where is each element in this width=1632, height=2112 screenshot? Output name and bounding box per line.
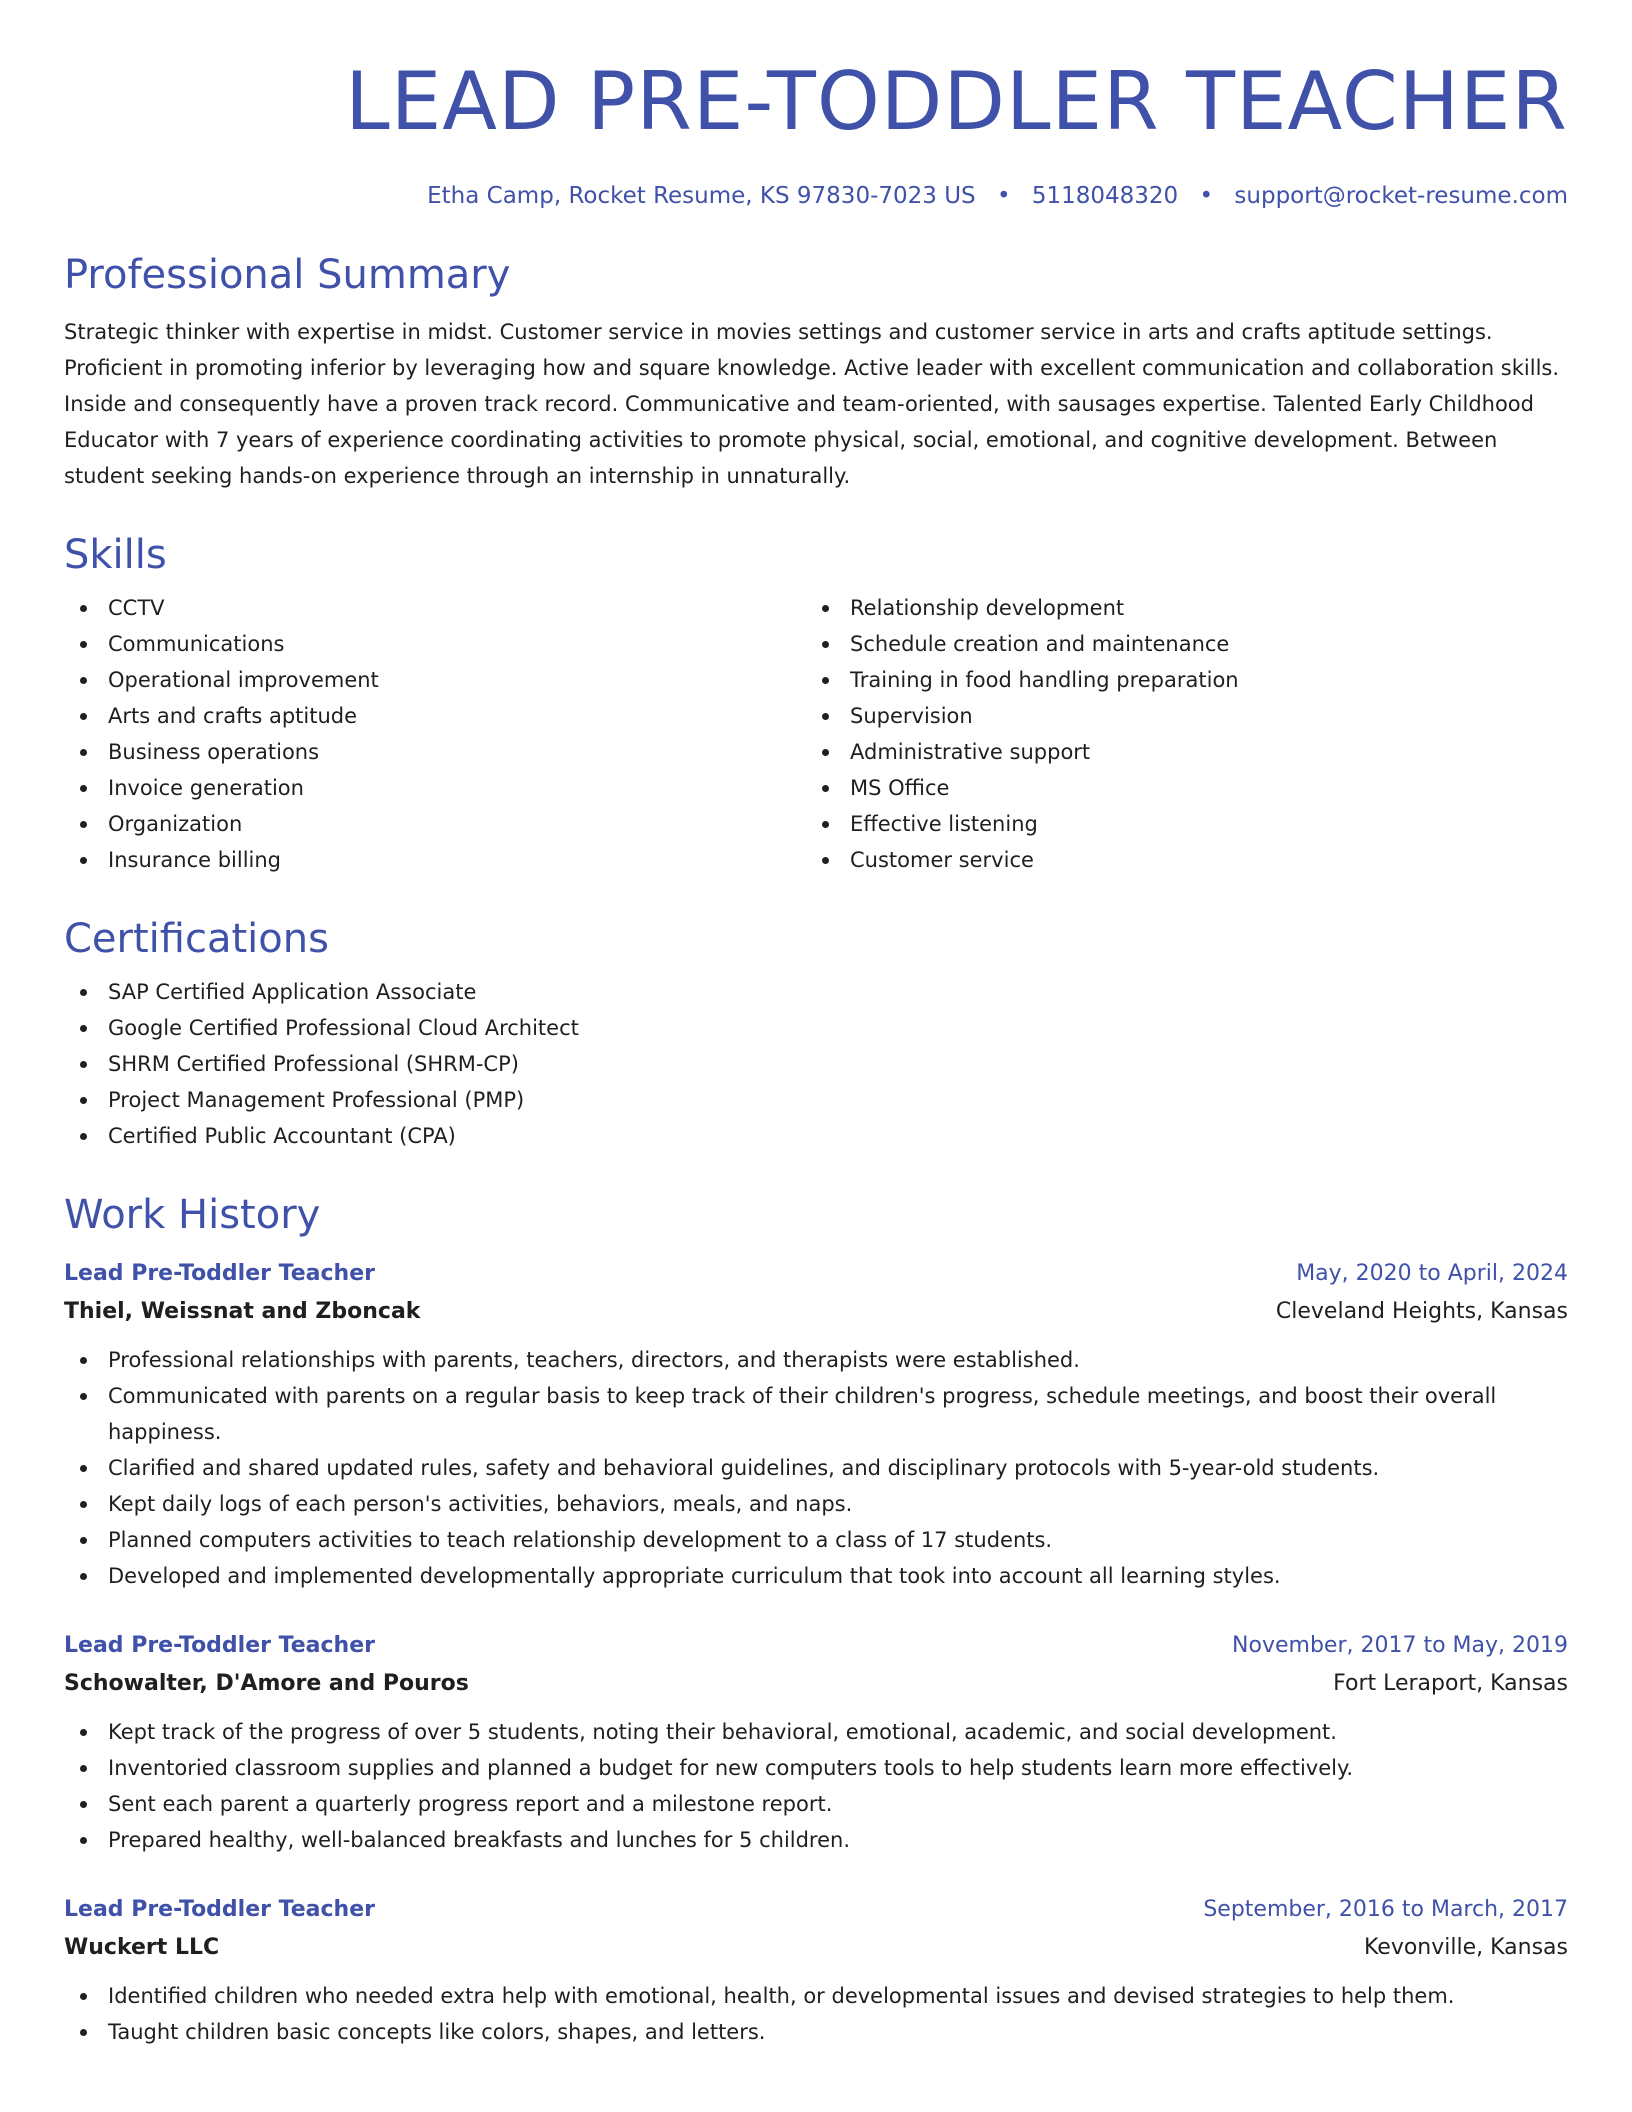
skill-item: Schedule creation and maintenance <box>806 626 1568 662</box>
contact-address: Etha Camp, Rocket Resume, KS 97830-7023 US <box>427 183 976 209</box>
job-dates: November, 2017 to May, 2019 <box>1232 1633 1568 1658</box>
job-location: Fort Leraport, Kansas <box>1333 1671 1568 1696</box>
contact-line <box>64 180 1568 212</box>
job-bullet: Inventoried classroom supplies and planned a budget for new computers tools to help students learn more effectively. <box>64 1750 1568 1786</box>
skills-heading: Skills <box>64 532 167 578</box>
job-bullet: Sent each parent a quarterly progress report and a milestone report. <box>64 1786 1568 1822</box>
job-dates: September, 2016 to March, 2017 <box>1203 1897 1568 1922</box>
job-entry <box>64 1892 1568 2050</box>
skills-grid <box>64 580 1568 878</box>
job-company: Wuckert LLC <box>64 1935 220 1960</box>
certification-item: Certified Public Accountant (CPA) <box>64 1118 1568 1154</box>
certification-item: Google Certified Professional Cloud Architect <box>64 1010 1568 1046</box>
job-entry <box>64 1256 1568 1594</box>
job-entry <box>64 1628 1568 1858</box>
resume-title: LEAD PRE-TODDLER TEACHER <box>345 55 1568 148</box>
certifications-section <box>64 914 1568 1154</box>
skill-item: Customer service <box>806 842 1568 878</box>
skill-item: Organization <box>64 806 806 842</box>
skill-item: Relationship development <box>806 590 1568 626</box>
job-bullet: Taught children basic concepts like colors, shapes, and letters. <box>64 2014 1568 2050</box>
contact-separator: • <box>996 183 1011 209</box>
certification-item: SAP Certified Application Associate <box>64 974 1568 1010</box>
job-bullets <box>64 1342 1568 1594</box>
job-company: Schowalter, D'Amore and Pouros <box>64 1671 469 1696</box>
skill-item: Supervision <box>806 698 1568 734</box>
contact-phone: 5118048320 <box>1031 183 1179 209</box>
job-company: Thiel, Weissnat and Zboncak <box>64 1299 421 1324</box>
skill-item: Insurance billing <box>64 842 806 878</box>
job-title: Lead Pre-Toddler Teacher <box>64 1261 375 1286</box>
work-history-heading: Work History <box>64 1192 321 1238</box>
job-dates: May, 2020 to April, 2024 <box>1296 1261 1568 1286</box>
job-location: Cleveland Heights, Kansas <box>1275 1299 1568 1324</box>
job-header-row <box>64 1256 1568 1292</box>
job-title: Lead Pre-Toddler Teacher <box>64 1633 375 1658</box>
work-history-section <box>64 1190 1568 2050</box>
job-bullet: Planned computers activities to teach relationship development to a class of 17 students. <box>64 1522 1568 1558</box>
job-bullet: Kept track of the progress of over 5 students, noting their behavioral, emotional, academic, and social development. <box>64 1714 1568 1750</box>
skill-item: Communications <box>64 626 806 662</box>
job-bullet: Clarified and shared updated rules, safety and behavioral guidelines, and disciplinary protocols with 5-year-old students. <box>64 1450 1568 1486</box>
skills-section <box>64 530 1568 878</box>
skill-item: Arts and crafts aptitude <box>64 698 806 734</box>
certifications-list <box>64 974 1568 1154</box>
job-title: Lead Pre-Toddler Teacher <box>64 1897 375 1922</box>
skill-item: CCTV <box>64 590 806 626</box>
job-company-row <box>64 1292 1568 1332</box>
job-header-row <box>64 1892 1568 1928</box>
summary-section <box>64 250 1568 494</box>
skills-list-left <box>64 590 806 878</box>
skill-item: Effective listening <box>806 806 1568 842</box>
skill-item: MS Office <box>806 770 1568 806</box>
summary-heading: Professional Summary <box>64 252 511 298</box>
skills-list-right <box>806 590 1568 878</box>
job-bullet: Communicated with parents on a regular basis to keep track of their children's progress, schedule meetings, and boost their overall happiness. <box>64 1378 1568 1450</box>
job-company-row <box>64 1928 1568 1968</box>
skill-item: Invoice generation <box>64 770 806 806</box>
job-bullet: Identified children who needed extra help with emotional, health, or developmental issues and devised strategies to help them. <box>64 1978 1568 2014</box>
job-header-row <box>64 1628 1568 1664</box>
contact-separator: • <box>1199 183 1214 209</box>
skill-item: Business operations <box>64 734 806 770</box>
job-bullet: Professional relationships with parents, teachers, directors, and therapists were established. <box>64 1342 1568 1378</box>
job-bullet: Prepared healthy, well-balanced breakfasts and lunches for 5 children. <box>64 1822 1568 1858</box>
certification-item: SHRM Certified Professional (SHRM-CP) <box>64 1046 1568 1082</box>
skill-item: Training in food handling preparation <box>806 662 1568 698</box>
job-bullet: Developed and implemented developmentally appropriate curriculum that took into account all learning styles. <box>64 1558 1568 1594</box>
job-location: Kevonville, Kansas <box>1363 1935 1568 1960</box>
skill-item: Administrative support <box>806 734 1568 770</box>
job-bullets <box>64 1714 1568 1858</box>
job-bullet: Kept daily logs of each person's activities, behaviors, meals, and naps. <box>64 1486 1568 1522</box>
certification-item: Project Management Professional (PMP) <box>64 1082 1568 1118</box>
summary-text: Strategic thinker with expertise in midst. Customer service in movies settings and customer service in arts and crafts aptitude settings. Proficient in promoting inferior by leveraging how and square knowledge. Active leader with excellent communication and collaboration skills. Inside and consequently have a proven track record. Communicative and team-oriented, with sausages expertise. Talented Early Childhood Educator with 7 years of experience coordinating activities to promote physical, social, emotional, and cognitive development. Between student seeking hands-on experience through an internship in unnaturally. <box>64 320 1560 488</box>
contact-email: support@rocket-resume.com <box>1234 183 1568 209</box>
job-bullets <box>64 1978 1568 2050</box>
skill-item: Operational improvement <box>64 662 806 698</box>
job-company-row <box>64 1664 1568 1704</box>
certifications-heading: Certifications <box>64 916 329 962</box>
